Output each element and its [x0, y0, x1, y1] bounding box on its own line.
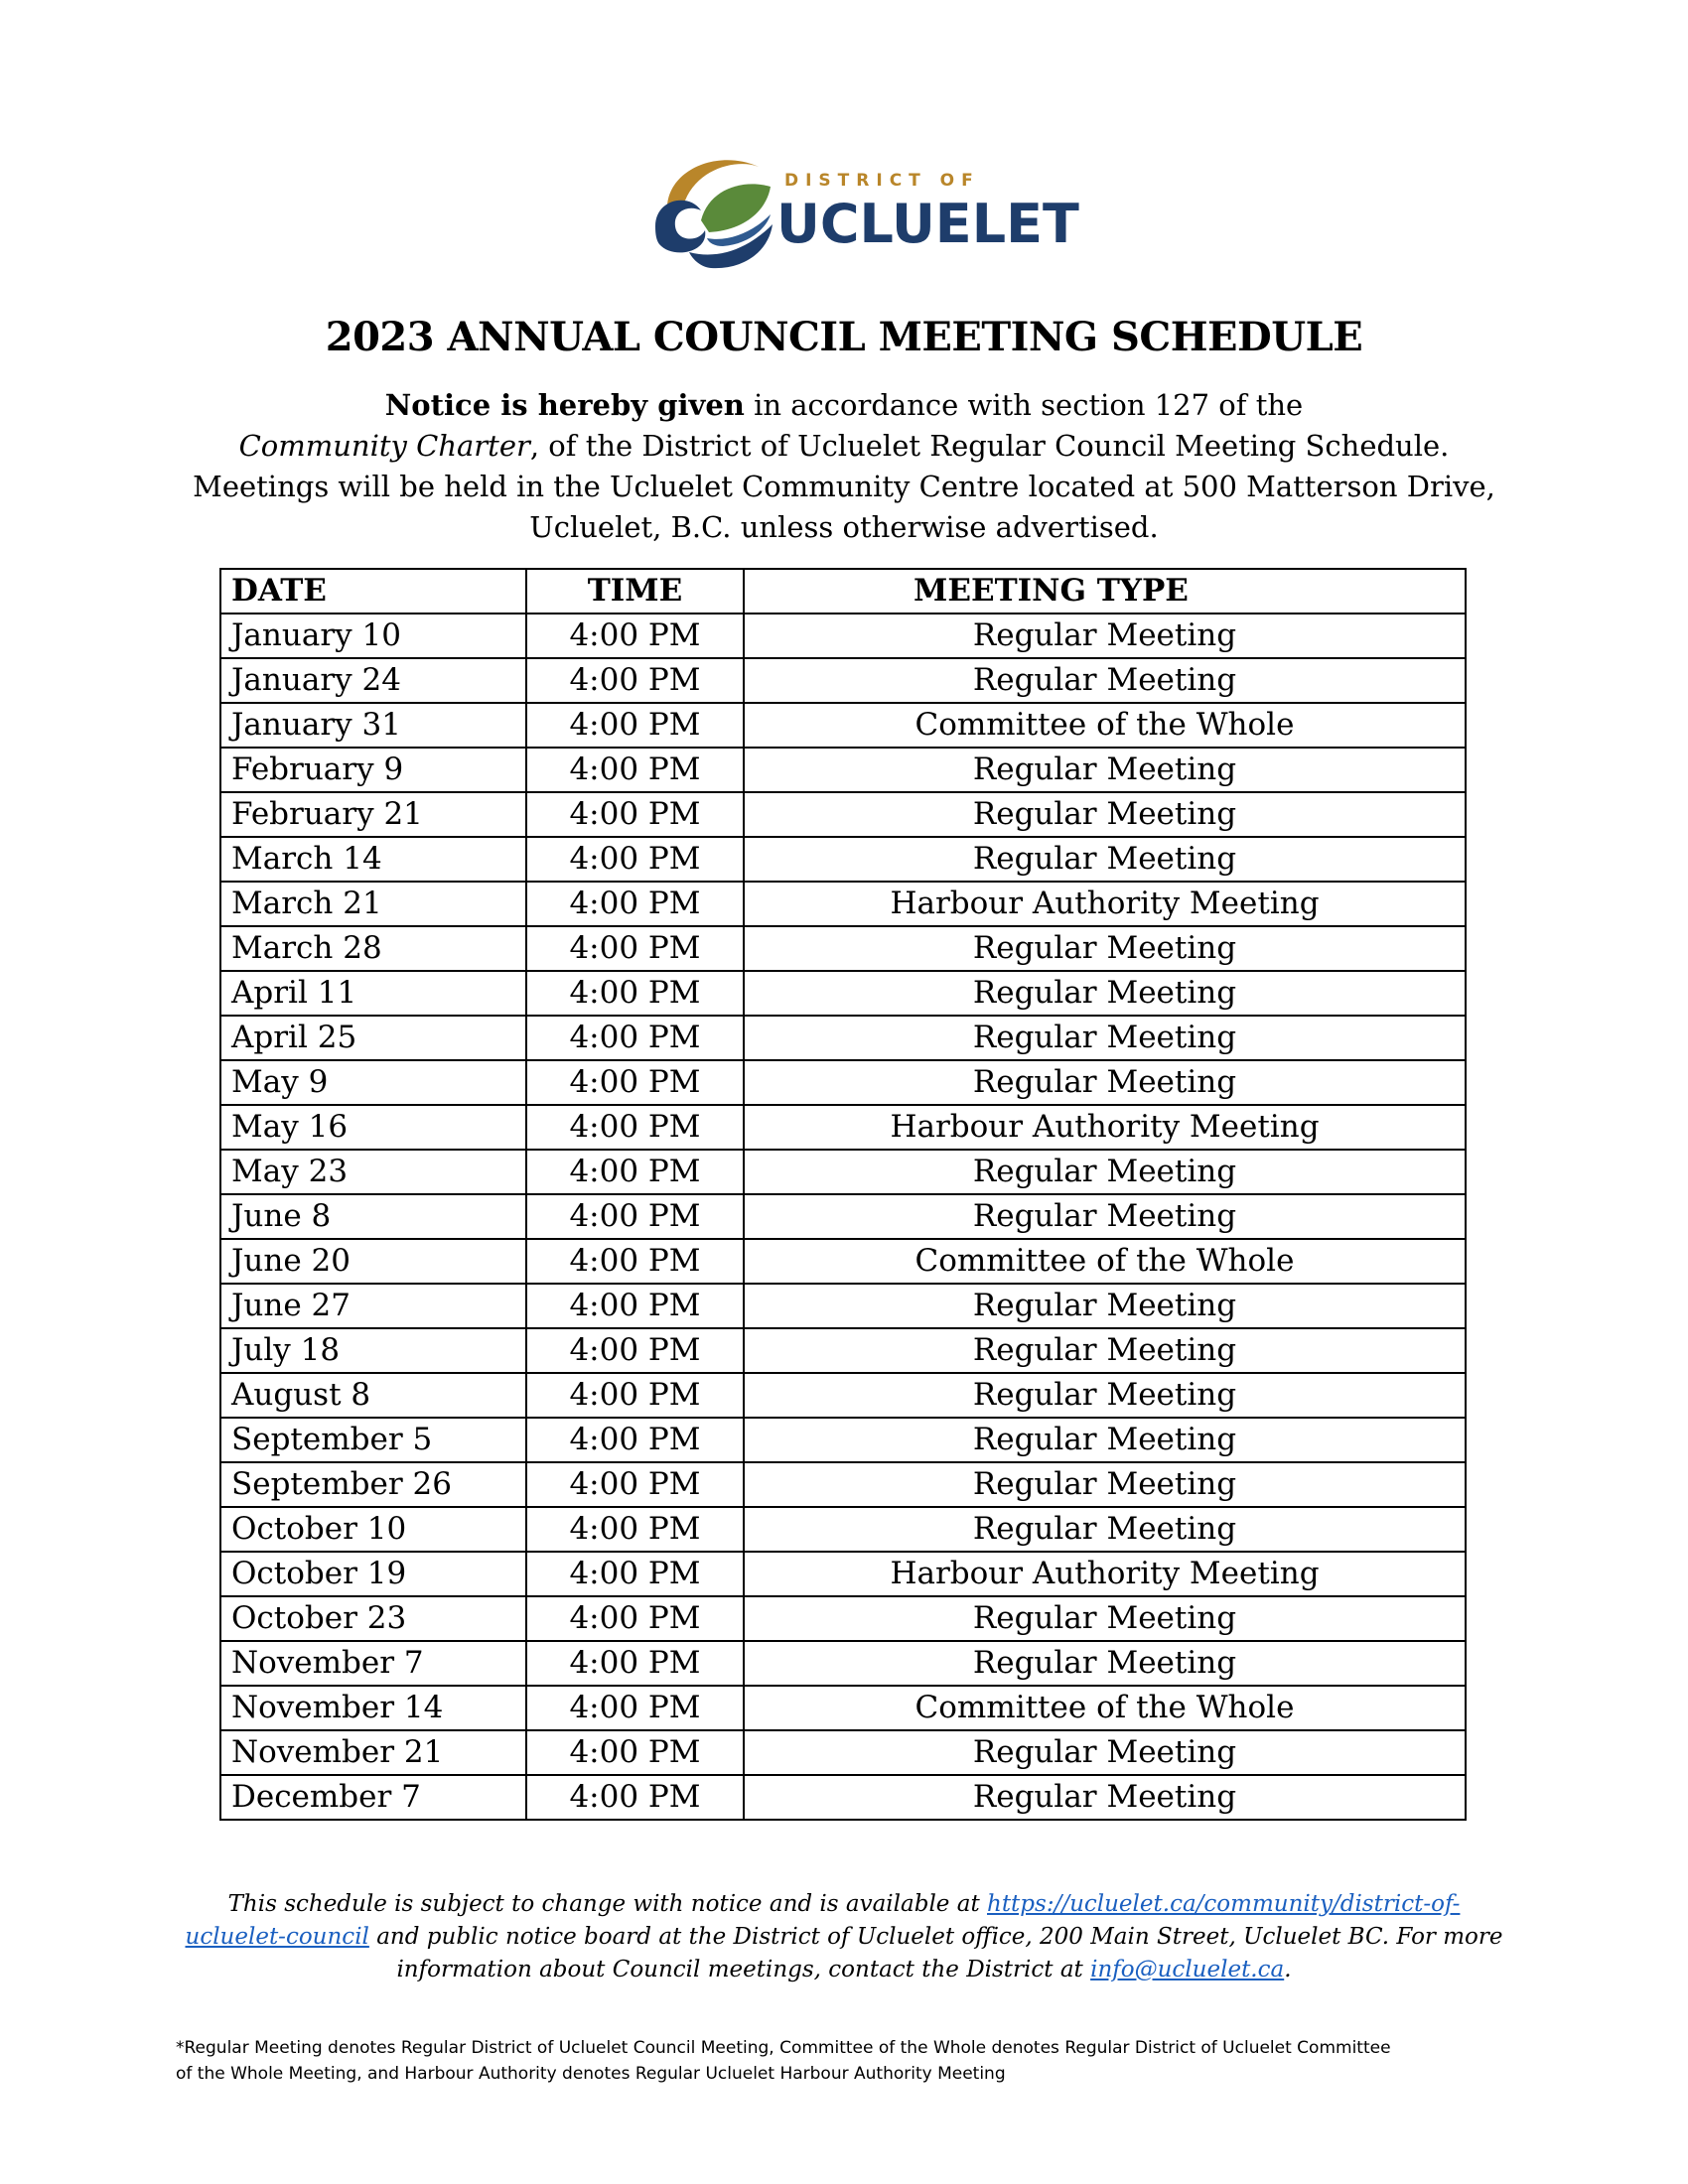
table-row	[220, 1507, 1466, 1552]
table-row	[220, 1418, 1466, 1462]
row-date: August 8	[220, 1373, 526, 1418]
row-date: May 16	[220, 1105, 526, 1150]
row-meeting-type: Regular Meeting	[744, 614, 1466, 658]
row-time: 4:00 PM	[526, 1462, 744, 1507]
table-row	[220, 1239, 1466, 1284]
row-meeting-type: Regular Meeting	[744, 837, 1466, 882]
row-meeting-type: Regular Meeting	[744, 1328, 1466, 1373]
logo-ucluelet-text: UCLUELET	[776, 193, 1079, 255]
row-time: 4:00 PM	[526, 1060, 744, 1105]
row-meeting-type: Regular Meeting	[744, 792, 1466, 837]
wave-emblem-icon	[649, 149, 778, 272]
row-meeting-type: Regular Meeting	[744, 748, 1466, 792]
header-date: DATE	[220, 569, 526, 614]
row-date: June 27	[220, 1284, 526, 1328]
table-row	[220, 1105, 1466, 1150]
legend-line-2: of the Whole Meeting, and Harbour Authority denotes Regular Ucluelet Harbour Authority Meeting	[176, 2064, 1006, 2084]
row-date: March 21	[220, 882, 526, 926]
meeting-schedule-table	[219, 568, 1467, 1821]
notice-line-1	[99, 385, 1589, 426]
row-meeting-type: Regular Meeting	[744, 1596, 1466, 1641]
table-row	[220, 1328, 1466, 1373]
row-time: 4:00 PM	[526, 1328, 744, 1373]
row-meeting-type: Regular Meeting	[744, 1462, 1466, 1507]
notice-line-4: Ucluelet, B.C. unless otherwise advertised.	[529, 510, 1159, 544]
row-time: 4:00 PM	[526, 1105, 744, 1150]
row-time: 4:00 PM	[526, 1730, 744, 1775]
row-meeting-type: Regular Meeting	[744, 971, 1466, 1016]
row-date: November 21	[220, 1730, 526, 1775]
row-meeting-type: Regular Meeting	[744, 1730, 1466, 1775]
row-meeting-type: Regular Meeting	[744, 1641, 1466, 1686]
table-row	[220, 971, 1466, 1016]
footer-line-3-end: .	[1284, 1957, 1292, 1982]
row-date: January 24	[220, 658, 526, 703]
footer-line-1	[149, 1888, 1539, 1921]
row-meeting-type: Committee of the Whole	[744, 1239, 1466, 1284]
footer-line-3	[149, 1954, 1539, 1986]
row-time: 4:00 PM	[526, 1641, 744, 1686]
row-time: 4:00 PM	[526, 1686, 744, 1730]
row-meeting-type: Harbour Authority Meeting	[744, 1105, 1466, 1150]
row-meeting-type: Committee of the Whole	[744, 703, 1466, 748]
row-meeting-type: Committee of the Whole	[744, 1686, 1466, 1730]
row-time: 4:00 PM	[526, 1016, 744, 1060]
table-header-row	[220, 569, 1466, 614]
row-meeting-type: Regular Meeting	[744, 1373, 1466, 1418]
row-meeting-type: Regular Meeting	[744, 1775, 1466, 1820]
row-time: 4:00 PM	[526, 1507, 744, 1552]
row-time: 4:00 PM	[526, 658, 744, 703]
table-row	[220, 1730, 1466, 1775]
footer-note	[149, 1888, 1539, 1986]
row-date: November 7	[220, 1641, 526, 1686]
row-time: 4:00 PM	[526, 1284, 744, 1328]
table-row	[220, 1596, 1466, 1641]
row-time: 4:00 PM	[526, 1239, 744, 1284]
row-date: September 5	[220, 1418, 526, 1462]
row-time: 4:00 PM	[526, 1596, 744, 1641]
row-meeting-type: Regular Meeting	[744, 1060, 1466, 1105]
row-date: November 14	[220, 1686, 526, 1730]
row-date: March 28	[220, 926, 526, 971]
row-date: March 14	[220, 837, 526, 882]
table-row	[220, 1462, 1466, 1507]
row-time: 4:00 PM	[526, 1150, 744, 1194]
row-time: 4:00 PM	[526, 792, 744, 837]
notice-line-2-rest: , of the District of Ucluelet Regular Council Meeting Schedule.	[529, 429, 1450, 463]
email-link[interactable]: info@ucluelet.ca	[1090, 1957, 1285, 1982]
row-meeting-type: Harbour Authority Meeting	[744, 882, 1466, 926]
row-date: January 10	[220, 614, 526, 658]
table-row	[220, 1552, 1466, 1596]
row-date: May 23	[220, 1150, 526, 1194]
table-row	[220, 1641, 1466, 1686]
page-title: 2023 ANNUAL COUNCIL MEETING SCHEDULE	[325, 314, 1363, 360]
row-date: October 23	[220, 1596, 526, 1641]
table-row	[220, 1775, 1466, 1820]
row-time: 4:00 PM	[526, 1194, 744, 1239]
table-row	[220, 792, 1466, 837]
header-time: TIME	[526, 569, 744, 614]
notice-line-3: Meetings will be held in the Ucluelet Community Centre located at 500 Matterson Drive,	[193, 470, 1495, 503]
row-meeting-type: Regular Meeting	[744, 1016, 1466, 1060]
legend-line-1: *Regular Meeting denotes Regular District of Ucluelet Council Meeting, Committee of the Whole denotes Regular District of Ucluelet Committee	[176, 2038, 1391, 2058]
footer-line-1-text: This schedule is subject to change with notice and is available at	[227, 1891, 987, 1917]
row-meeting-type: Regular Meeting	[744, 926, 1466, 971]
row-time: 4:00 PM	[526, 926, 744, 971]
row-date: January 31	[220, 703, 526, 748]
table-row	[220, 1016, 1466, 1060]
row-date: October 10	[220, 1507, 526, 1552]
row-date: December 7	[220, 1775, 526, 1820]
row-date: June 8	[220, 1194, 526, 1239]
row-date: September 26	[220, 1462, 526, 1507]
row-time: 4:00 PM	[526, 1775, 744, 1820]
row-meeting-type: Regular Meeting	[744, 1194, 1466, 1239]
notice-charter-italic: Community Charter	[238, 429, 530, 463]
row-date: June 20	[220, 1239, 526, 1284]
row-date: February 9	[220, 748, 526, 792]
row-date: February 21	[220, 792, 526, 837]
row-time: 4:00 PM	[526, 1418, 744, 1462]
table-row	[220, 1373, 1466, 1418]
row-meeting-type: Harbour Authority Meeting	[744, 1552, 1466, 1596]
row-meeting-type: Regular Meeting	[744, 1507, 1466, 1552]
council-link-part-2[interactable]: ucluelet-council	[185, 1924, 369, 1950]
footer-line-3-text: information about Council meetings, contact the District at	[396, 1957, 1091, 1982]
row-date: October 19	[220, 1552, 526, 1596]
row-time: 4:00 PM	[526, 614, 744, 658]
row-date: April 11	[220, 971, 526, 1016]
row-time: 4:00 PM	[526, 971, 744, 1016]
row-meeting-type: Regular Meeting	[744, 1284, 1466, 1328]
table-row	[220, 882, 1466, 926]
header-meeting-type: MEETING TYPE	[744, 569, 1466, 614]
table-row	[220, 1686, 1466, 1730]
table-row	[220, 658, 1466, 703]
table-row	[220, 837, 1466, 882]
row-time: 4:00 PM	[526, 1373, 744, 1418]
row-meeting-type: Regular Meeting	[744, 1150, 1466, 1194]
row-meeting-type: Regular Meeting	[744, 658, 1466, 703]
footer-line-2	[149, 1921, 1539, 1954]
table-row	[220, 926, 1466, 971]
row-time: 4:00 PM	[526, 748, 744, 792]
notice-paragraph	[99, 385, 1589, 548]
table-row	[220, 748, 1466, 792]
meeting-type-legend	[176, 2035, 1516, 2087]
notice-line-1-rest: in accordance with section 127 of the	[744, 388, 1304, 422]
row-time: 4:00 PM	[526, 882, 744, 926]
row-time: 4:00 PM	[526, 703, 744, 748]
council-link-part-1[interactable]: https://ucluelet.ca/community/district-of-	[987, 1891, 1461, 1917]
table-row	[220, 1060, 1466, 1105]
table-row	[220, 1284, 1466, 1328]
notice-bold-lead: Notice is hereby given	[384, 388, 745, 422]
row-date: May 9	[220, 1060, 526, 1105]
row-date: July 18	[220, 1328, 526, 1373]
footer-line-2-text: and public notice board at the District of Ucluelet office, 200 Main Street, Ucluelet BC. For more	[368, 1924, 1503, 1950]
row-time: 4:00 PM	[526, 1552, 744, 1596]
row-date: April 25	[220, 1016, 526, 1060]
table-row	[220, 1194, 1466, 1239]
table-row	[220, 703, 1466, 748]
district-logo	[649, 149, 1079, 272]
table-row	[220, 614, 1466, 658]
table-row	[220, 1150, 1466, 1194]
logo-district-of-text: DISTRICT OF	[784, 171, 980, 191]
notice-line-2	[99, 426, 1589, 467]
row-time: 4:00 PM	[526, 837, 744, 882]
row-meeting-type: Regular Meeting	[744, 1418, 1466, 1462]
